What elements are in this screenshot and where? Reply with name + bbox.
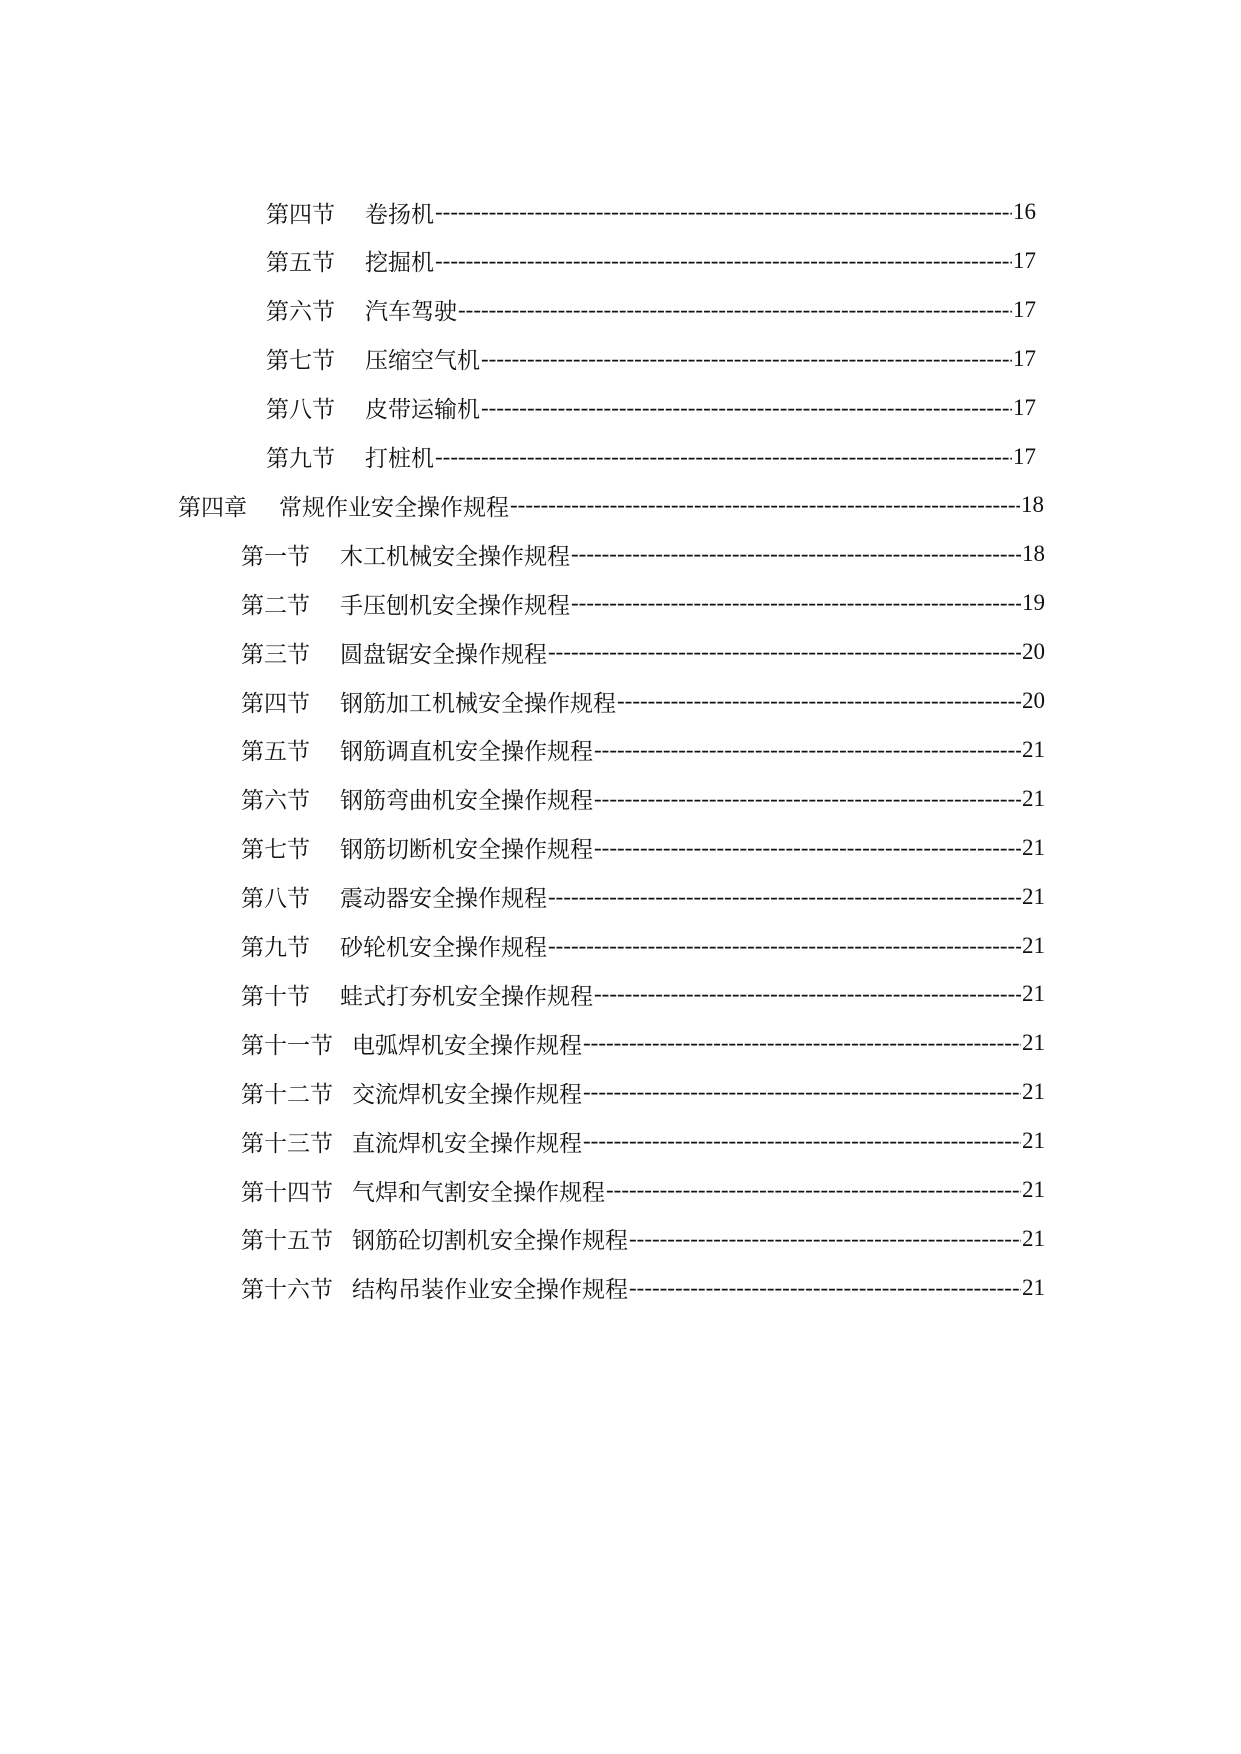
toc-dot-leader [481, 395, 1012, 421]
toc-page-number: 21 [1022, 1177, 1045, 1202]
toc-chapter-entry [178, 485, 1044, 525]
toc-entry-title: 钢筋加工机械安全操作规程 [340, 690, 616, 717]
toc-page-number: 18 [1021, 492, 1044, 518]
toc-entry-title: 压缩空气机 [365, 348, 480, 375]
toc-entry-number: 第十三节 [241, 1130, 333, 1157]
toc-section-entry [266, 437, 1036, 477]
toc-entry-title: 气焊和气割安全操作规程 [352, 1179, 605, 1206]
toc-entry-title: 圆盘锯安全操作规程 [340, 641, 547, 668]
toc-entry-title: 结构吊装作业安全操作规程 [352, 1277, 628, 1304]
toc-entry-title: 电弧焊机安全操作规程 [352, 1032, 582, 1059]
toc-entry-title: 砂轮机安全操作规程 [340, 935, 547, 961]
toc-entry-number: 第十一节 [241, 1032, 333, 1059]
toc-entry-title: 常规作业安全操作规程 [279, 494, 509, 521]
toc-entry-title: 手压刨机安全操作规程 [340, 592, 570, 619]
toc-entry-number: 第四节 [266, 201, 335, 228]
toc-entry-title: 皮带运输机 [365, 397, 480, 424]
toc-section-entry [241, 779, 1045, 819]
toc-section-entry [241, 1219, 1045, 1259]
toc-section-entry [241, 1170, 1045, 1210]
toc-dot-leader [435, 444, 1012, 470]
toc-entry-number: 第五节 [266, 250, 335, 277]
toc-section-entry [241, 632, 1045, 672]
toc-page-number: 17 [1013, 443, 1036, 469]
toc-page-number: 21 [1022, 1030, 1045, 1056]
toc-dot-leader [548, 884, 1021, 910]
toc-page-number: 21 [1022, 1128, 1045, 1154]
toc-page-number: 21 [1022, 883, 1045, 909]
toc-dot-leader [571, 541, 1021, 567]
toc-section-entry [241, 1268, 1045, 1308]
toc-section-entry [241, 1023, 1045, 1063]
toc-section-entry [241, 926, 1045, 966]
toc-dot-leader [435, 199, 1012, 225]
toc-entry-title: 交流焊机安全操作规程 [352, 1081, 582, 1108]
toc-page-number: 17 [1013, 296, 1036, 322]
toc-entry-title: 震动器安全操作规程 [340, 886, 547, 913]
toc-page-number: 21 [1022, 1274, 1045, 1300]
toc-page-number: 21 [1022, 1079, 1045, 1105]
toc-page-number: 17 [1013, 345, 1036, 371]
toc-page-number: 19 [1022, 590, 1045, 616]
toc-dot-leader [629, 1275, 1021, 1301]
toc-entry-title: 蛙式打夯机安全操作规程 [340, 983, 593, 1010]
toc-entry-title: 挖掘机 [365, 250, 434, 277]
toc-page-number: 21 [1022, 834, 1045, 860]
toc-page-number: 21 [1022, 1225, 1045, 1251]
toc-dot-leader [606, 1177, 1021, 1203]
toc-entry-title: 钢筋调直机安全操作规程 [340, 739, 593, 766]
toc-page-number: 20 [1022, 639, 1045, 665]
toc-entry-number: 第七节 [266, 348, 335, 375]
toc-entry-title: 钢筋砼切割机安全操作规程 [352, 1228, 628, 1255]
toc-section-entry [241, 974, 1045, 1014]
toc-page-number: 21 [1022, 736, 1045, 762]
toc-dot-leader [583, 1030, 1021, 1056]
toc-section-entry [241, 1121, 1045, 1161]
toc-entry-number: 第三节 [241, 641, 310, 668]
toc-entry-title: 直流焊机安全操作规程 [352, 1130, 582, 1157]
toc-entry-number: 第九节 [241, 935, 310, 961]
toc-dot-leader [583, 1079, 1021, 1105]
toc-dot-leader [510, 492, 1020, 518]
toc-entry-number: 第十五节 [241, 1228, 333, 1255]
toc-entry-number: 第八节 [241, 886, 310, 913]
toc-entry-number: 第一节 [241, 543, 310, 570]
toc-dot-leader [617, 688, 1021, 714]
toc-entry-title: 卷扬机 [365, 201, 434, 228]
toc-dot-leader [594, 737, 1021, 763]
toc-section-entry [241, 534, 1045, 574]
toc-entry-number: 第十六节 [241, 1277, 333, 1304]
toc-entry-number: 第六节 [241, 788, 310, 815]
toc-dot-leader [548, 933, 1021, 959]
toc-page-number: 21 [1022, 785, 1045, 811]
toc-entry-number: 第八节 [266, 397, 335, 424]
toc-dot-leader [583, 1128, 1021, 1154]
toc-section-entry [241, 583, 1045, 623]
toc-page-number: 21 [1022, 981, 1045, 1007]
toc-section-entry [266, 388, 1036, 428]
toc-entry-title: 打桩机 [365, 446, 434, 472]
toc-dot-leader [481, 346, 1012, 372]
toc-page-number: 17 [1013, 247, 1036, 273]
toc-entry-number: 第六节 [266, 299, 335, 326]
toc-page-number: 17 [1013, 394, 1036, 420]
toc-page-number: 20 [1022, 688, 1045, 713]
toc-section-entry [241, 828, 1045, 868]
toc-section-entry [266, 192, 1036, 232]
toc-dot-leader [594, 786, 1021, 812]
toc-entry-number: 第七节 [241, 837, 310, 864]
toc-entry-number: 第四章 [178, 494, 247, 521]
toc-section-entry [241, 877, 1045, 917]
toc-entry-title: 钢筋切断机安全操作规程 [340, 837, 593, 864]
toc-entry-title: 木工机械安全操作规程 [340, 543, 570, 570]
toc-entry-number: 第二节 [241, 592, 310, 619]
toc-dot-leader [629, 1226, 1021, 1252]
toc-entry-title: 汽车驾驶 [365, 299, 457, 326]
toc-section-entry [266, 290, 1036, 330]
toc-entry-number: 第十二节 [241, 1081, 333, 1108]
toc-entry-number: 第十节 [241, 983, 310, 1010]
toc-section-entry [241, 1072, 1045, 1112]
toc-entry-number: 第四节 [241, 690, 310, 717]
toc-entry-title: 钢筋弯曲机安全操作规程 [340, 788, 593, 815]
toc-section-entry [266, 241, 1036, 281]
toc-page-number: 16 [1013, 199, 1036, 224]
toc-section-entry [241, 681, 1045, 721]
toc-dot-leader [594, 835, 1021, 861]
toc-page-number: 18 [1022, 541, 1045, 567]
toc-dot-leader [458, 297, 1012, 323]
toc-entry-number: 第五节 [241, 739, 310, 766]
toc-section-entry [266, 339, 1036, 379]
toc-section-entry [241, 730, 1045, 770]
toc-entry-number: 第九节 [266, 446, 335, 472]
toc-dot-leader [548, 639, 1021, 665]
toc-dot-leader [571, 590, 1021, 616]
toc-entry-number: 第十四节 [241, 1179, 333, 1206]
toc-dot-leader [594, 981, 1021, 1007]
toc-dot-leader [435, 248, 1012, 274]
toc-page-number: 21 [1022, 932, 1045, 958]
